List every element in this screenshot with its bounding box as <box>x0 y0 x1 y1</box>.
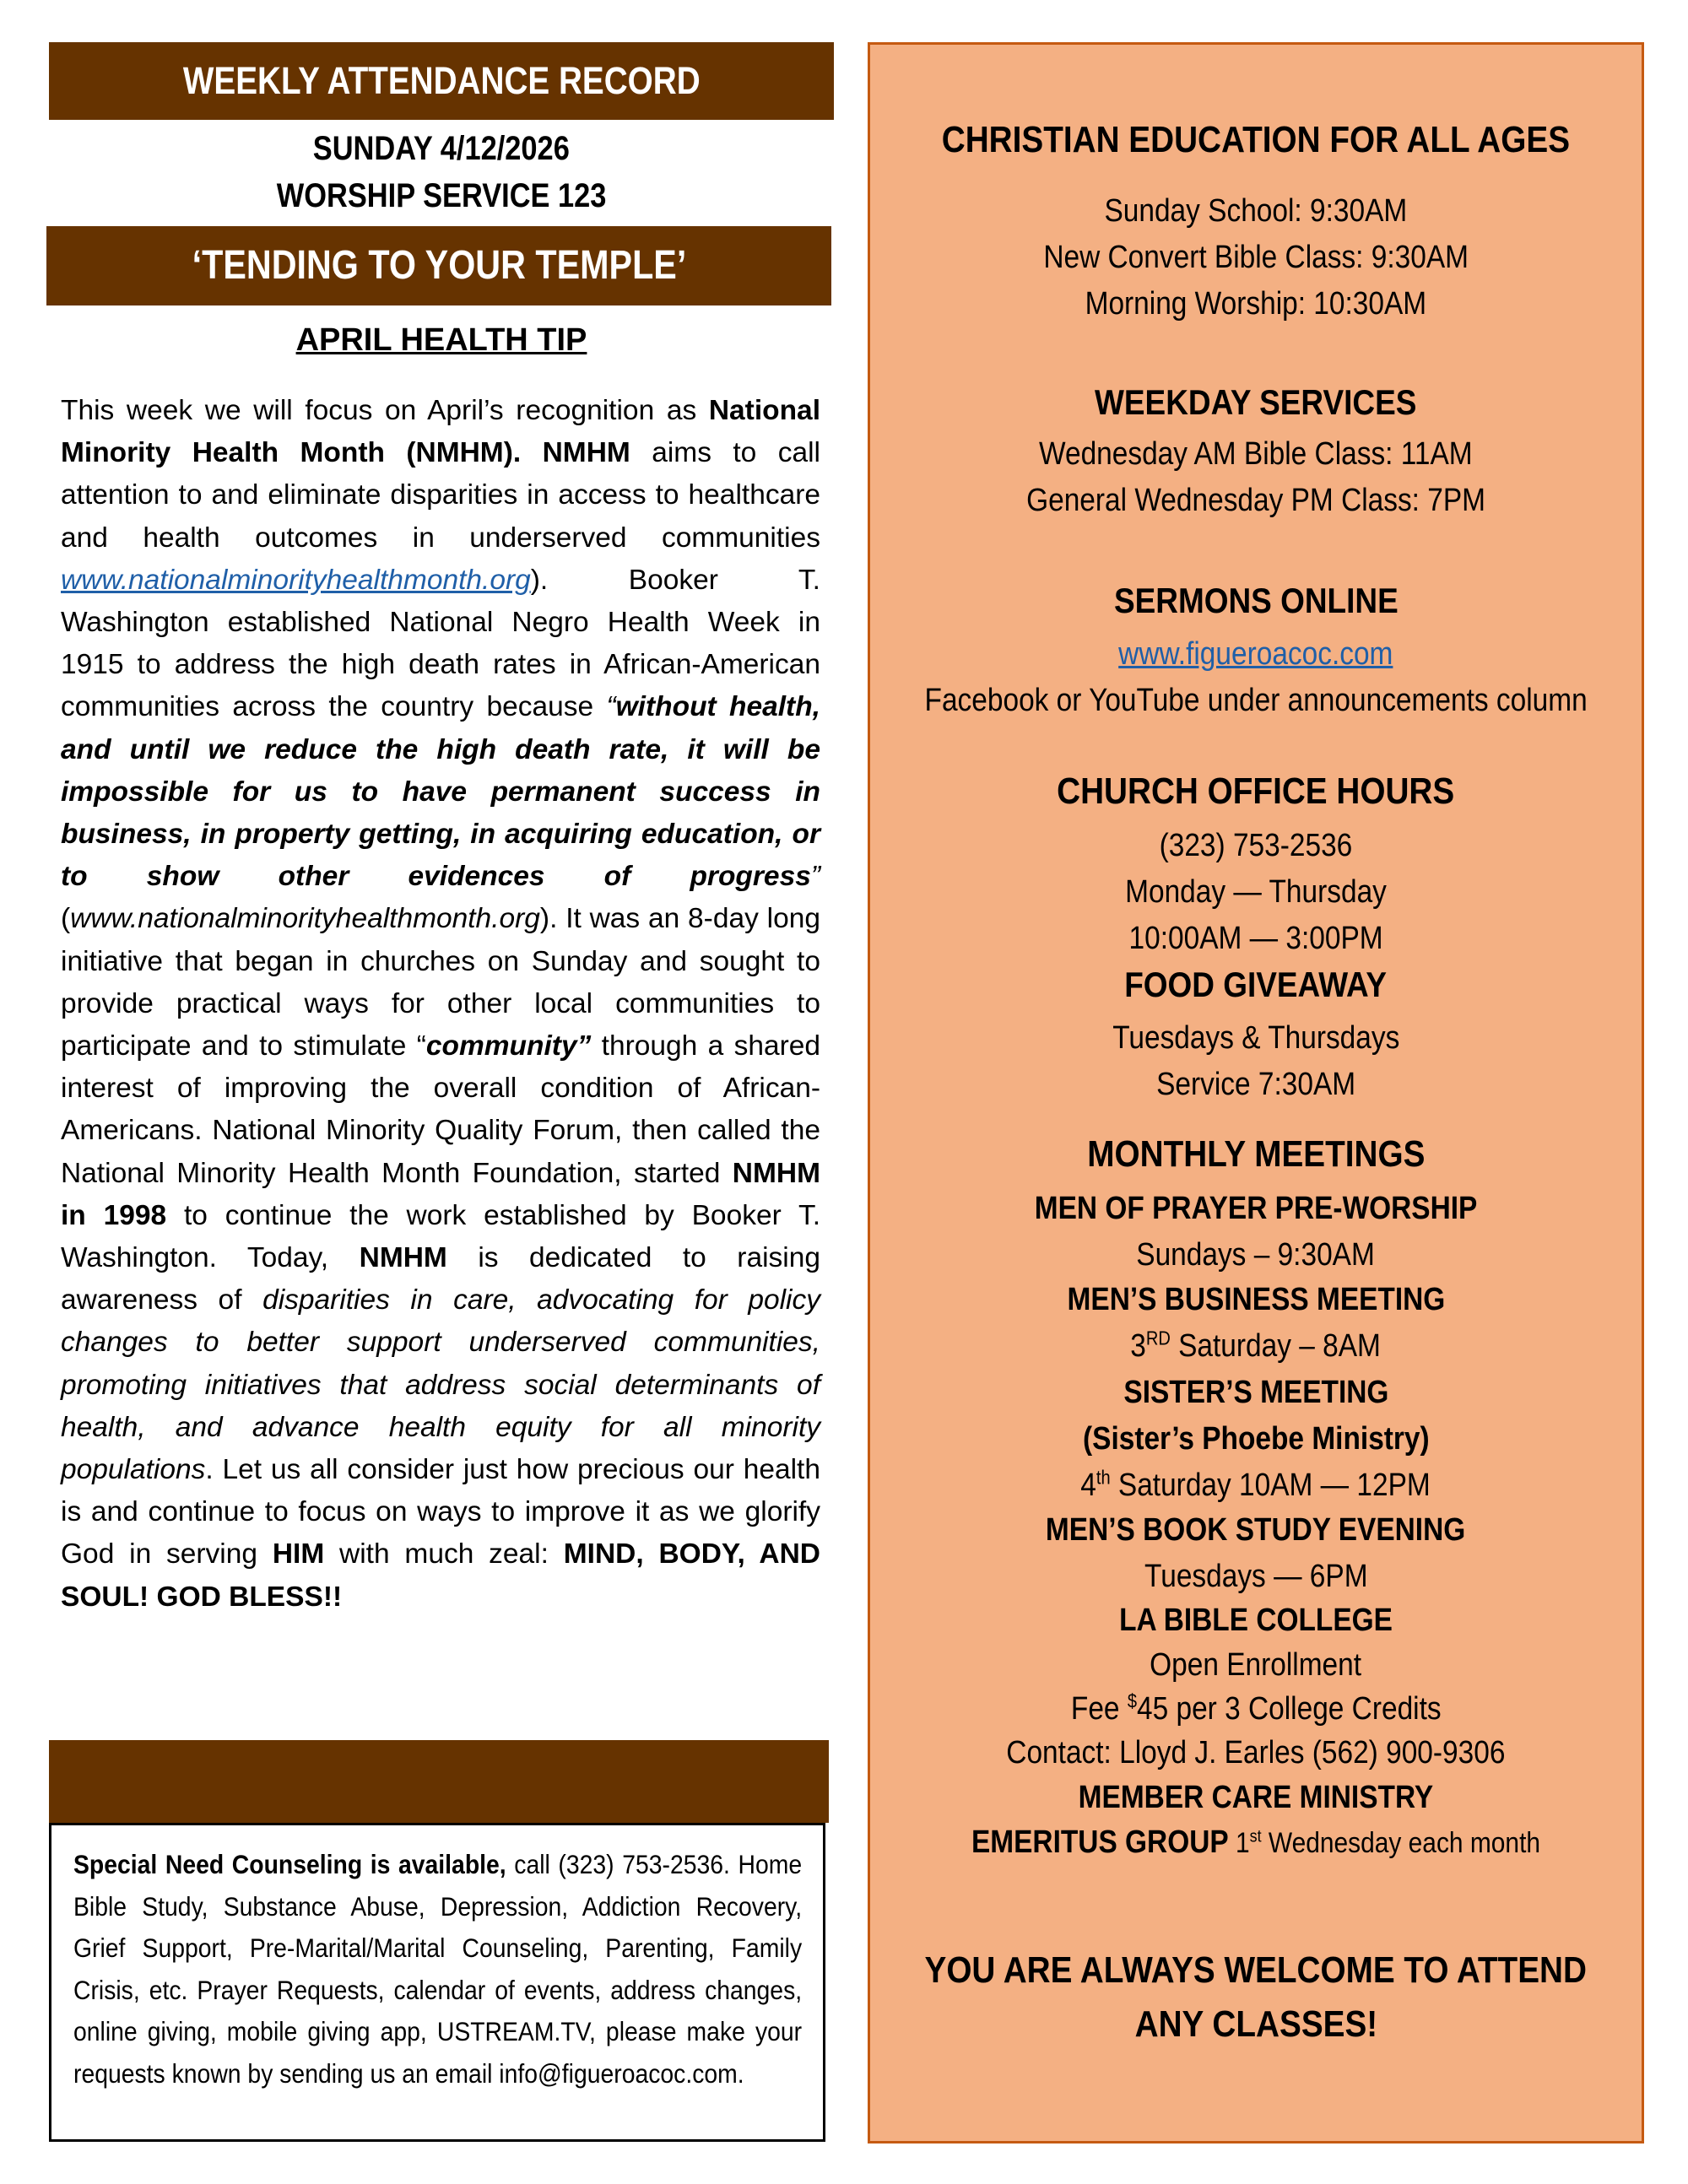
bible-college-fee: Fee $45 per 3 College Credits <box>1070 1689 1442 1727</box>
weekday-am-class: Wednesday AM Bible Class: 11AM <box>1039 436 1473 472</box>
article-italic-disparities: disparities in care, advocating for policy changes to better support underserved communities, promoting initiatives that address social determinants of health, and advance health equity for all minority populations <box>61 1284 820 1486</box>
article-text: through a shared interest of improving the overall condition of African-Americans. National Minority Quality Forum, then called the National Minority Health Month Foundation, started <box>61 1030 820 1189</box>
quote-mark: “ <box>606 691 616 723</box>
health-tip-article <box>61 390 820 1619</box>
office-phone: (323) 753-2536 <box>1159 828 1353 863</box>
article-text: This week we will focus on April’s recognition as <box>61 395 709 426</box>
food-giveaway-title: FOOD GIVEAWAY <box>1124 965 1388 1004</box>
education-sunday-school: Sunday School: 9:30AM <box>1104 193 1408 229</box>
men-of-prayer-label: MEN OF PRAYER PRE-WORSHIP <box>1034 1191 1478 1226</box>
weekday-pm-class: General Wednesday PM Class: 7PM <box>1026 483 1485 518</box>
mens-business-label: MEN’S BUSINESS MEETING <box>1067 1282 1445 1317</box>
sisters-meeting-time: 4th Saturday 10AM — 12PM <box>1080 1466 1431 1503</box>
article-text: to continue the work established by Booker T. Washington. Today, <box>61 1199 821 1274</box>
office-hours: 10:00AM — 3:00PM <box>1128 921 1383 956</box>
member-care-label: MEMBER CARE MINISTRY <box>1078 1780 1434 1815</box>
counseling-header-bar <box>49 1740 829 1823</box>
article-text: . Let us all consider just how precious our health is and continue to focus on ways to improve it as we glorify God in serving <box>61 1454 820 1570</box>
article-bold-him: HIM <box>272 1538 325 1570</box>
service-date: SUNDAY 4/12/2026 <box>312 130 571 167</box>
counseling-body: call (323) 753-2536. Home Bible Study, Substance Abuse, Depression, Addiction Recovery, Grief Support, Pre-Marital/Marital Counseling, Parenting, Family Crisis, etc. Prayer Requests, calendar of events, address changes, online giving, mobile giving app, USTREAM.TV, please make your requests known by sending us an email info@figueroacoc.com. <box>73 1849 803 2089</box>
welcome-line-1: YOU ARE ALWAYS WELCOME TO ATTEND <box>924 1949 1588 1991</box>
men-of-prayer-time: Sundays – 9:30AM <box>1136 1237 1376 1273</box>
bible-college-label: LA BIBLE COLLEGE <box>1119 1603 1393 1638</box>
sermons-title: SERMONS ONLINE <box>1113 581 1399 620</box>
education-morning-worship: Morning Worship: 10:30AM <box>1085 286 1427 322</box>
bible-college-contact: Contact: Lloyd J. Earles (562) 900-9306 <box>1006 1735 1506 1770</box>
service-info <box>49 125 834 219</box>
nmhm-link[interactable]: www.nationalminorityhealthmonth.org <box>61 564 531 596</box>
article-closing: MIND, BODY, AND SOUL! GOD BLESS!! <box>61 1538 820 1613</box>
office-hours-title: CHURCH OFFICE HOURS <box>1057 770 1455 812</box>
article-bold-1998: NMHM in 1998 <box>61 1157 820 1231</box>
sisters-meeting-label: SISTER’S MEETING <box>1123 1375 1388 1410</box>
weekday-title: WEEKDAY SERVICES <box>1095 382 1417 422</box>
emeritus-group: EMERITUS GROUP 1st Wednesday each month <box>971 1825 1541 1860</box>
health-tip-heading: APRIL HEALTH TIP <box>295 322 587 358</box>
attendance-header-title: WEEKLY ATTENDANCE RECORD <box>182 59 701 102</box>
sermon-title-bar <box>46 226 831 305</box>
food-giveaway-days: Tuesdays & Thursdays <box>1112 1020 1400 1056</box>
counseling-lead: Special Need Counseling is available, <box>73 1849 506 1879</box>
counseling-box <box>49 1823 825 2142</box>
sermons-note: Facebook or YouTube under announcements column <box>924 683 1588 718</box>
food-giveaway-time: Service 7:30AM <box>1155 1067 1356 1102</box>
sermons-link-row <box>870 631 1642 678</box>
monthly-meetings-title: MONTHLY MEETINGS <box>1086 1133 1426 1175</box>
book-study-time: Tuesdays — 6PM <box>1144 1559 1368 1594</box>
bible-college-enrollment: Open Enrollment <box>1150 1647 1362 1683</box>
office-days: Monday — Thursday <box>1125 874 1387 910</box>
book-study-label: MEN’S BOOK STUDY EVENING <box>1046 1512 1466 1548</box>
article-community: community” <box>425 1030 592 1062</box>
mens-business-time: 3RD Saturday – 8AM <box>1130 1327 1382 1364</box>
service-number: WORSHIP SERVICE 123 <box>276 177 607 214</box>
article-bold-nmhm: National Minority Health Month (NMHM). NMHM <box>61 395 820 469</box>
sermons-link[interactable]: www.figueroacoc.com <box>1118 636 1393 672</box>
education-title: CHRISTIAN EDUCATION FOR ALL AGES <box>941 119 1571 160</box>
schedule-panel <box>868 42 1644 2143</box>
article-text: ( <box>61 903 71 935</box>
article-text: aims to call attention to and eliminate disparities in access to healthcare and health outcomes in underserved communities <box>61 437 820 554</box>
article-text: ). Booker T. Washington established National Negro Health Week in 1915 to address the high death rates in African-American communities across the country because <box>61 564 820 723</box>
sisters-meeting-ministry: (Sister’s Phoebe Ministry) <box>1082 1421 1430 1457</box>
article-text: is dedicated to raising awareness of <box>61 1242 820 1316</box>
article-quote: without health, and until we reduce the high death rate, it will be impossible for us to have permanent success in business, in property getting, in acquiring education, or to show other evidences of progress <box>61 691 820 893</box>
quote-mark: ” <box>810 861 820 893</box>
article-citation: www.nationalminorityhealthmonth.org <box>70 903 540 935</box>
article-text: with much zeal: <box>324 1538 564 1570</box>
article-text: ). It was an 8-day long initiative that began in churches on Sunday and sought to provide practical ways for other local communities to participate and to stimulate “ <box>61 903 820 1062</box>
article-bold-nmhm: NMHM <box>359 1242 447 1274</box>
sermon-title: ‘TENDING TO YOUR TEMPLE’ <box>192 243 686 288</box>
welcome-line-2: ANY CLASSES! <box>1134 2003 1377 2045</box>
education-new-convert: New Convert Bible Class: 9:30AM <box>1043 240 1469 275</box>
attendance-header-bar <box>49 42 834 120</box>
